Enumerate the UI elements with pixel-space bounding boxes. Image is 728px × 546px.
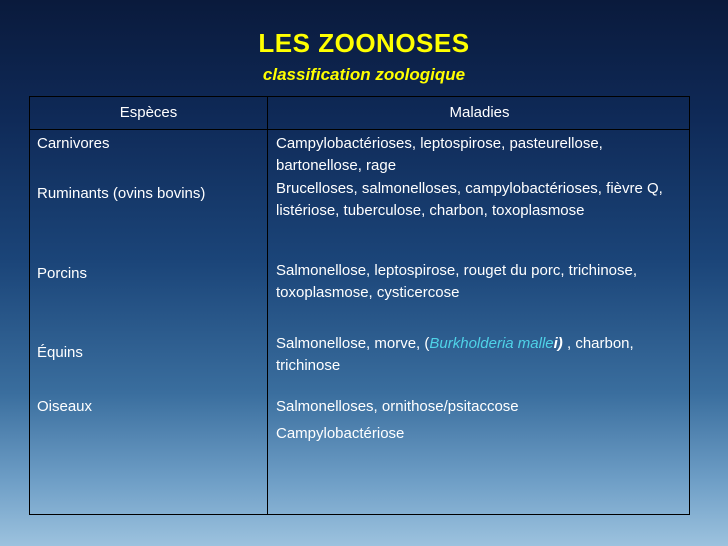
species-ruminants: Ruminants (ovins bovins) [37,185,206,202]
page-subtitle: classification zoologique [262,65,466,84]
species-equins: Équins [37,344,83,361]
diseases-equins [276,333,686,377]
page-title: LES ZOONOSES [258,28,470,58]
table-header-row [30,97,689,130]
diseases-ruminants: Brucelloses, salmonelloses, campylobactérioses, fièvre Q, listériose, tuberculose, charbon, toxoplasmose [276,180,663,219]
diseases-equins-rest: , charbon, trichinose [276,335,634,374]
diseases-oiseaux-line2: Campylobactériose [276,425,405,442]
species-carnivores: Carnivores [37,135,110,152]
diseases-porcins: Salmonellose, leptospirose, rouget du porc, trichinose, toxoplasmose, cysticercose [276,262,638,301]
latin-name-suffix: i) [553,335,563,352]
diseases-equins-text: Salmonellose, morve, ( [276,335,430,352]
species-porcins: Porcins [37,265,88,282]
column-divider [267,97,268,514]
latin-name-burkholderia: Burkholderia malle [429,335,554,352]
zoonoses-table [29,96,690,515]
header-diseases: Maladies [449,104,510,121]
species-oiseaux: Oiseaux [37,398,93,415]
diseases-oiseaux: Salmonelloses, ornithose/psitaccose [276,398,519,415]
header-species: Espèces [119,104,178,121]
diseases-carnivores: Campylobactérioses, leptospirose, pasteurellose, bartonellose, rage [276,135,603,174]
